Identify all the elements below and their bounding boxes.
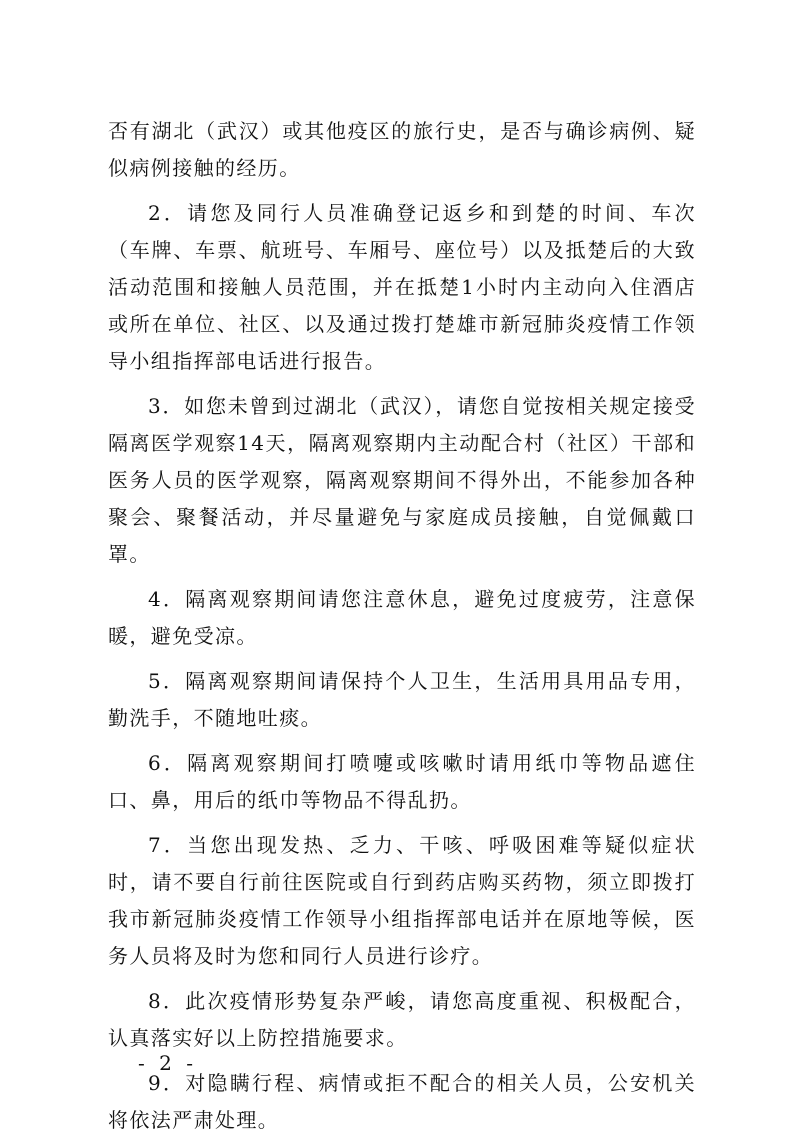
paragraph-item-7: 7．当您出现发热、乏力、干咳、呼吸困难等疑似症状时，请不要自行前往医院或自行到药店购买药物，须立即拨打我市新冠肺炎疫情工作领导小组指挥部电话并在原地等候，医务人员将及时为您和同行人员进行诊疗。	[108, 833, 696, 968]
paragraph-item-6: 6．隔离观察期间打喷嚏或咳嗽时请用纸巾等物品遮住口、鼻，用后的纸巾等物品不得乱扔。	[108, 751, 696, 812]
paragraph-item-4: 4．隔离观察期间请您注意休息，避免过度疲劳，注意保暖，避免受凉。	[108, 587, 696, 648]
paragraph-item-2: 2．请您及同行人员准确登记返乡和到楚的时间、车次（车牌、车票、航班号、车厢号、座位号）以及抵楚后的大致活动范围和接触人员范围，并在抵楚1小时内主动向入住酒店或所在单位、社区、以及通过拨打楚雄市新冠肺炎疫情工作领导小组指挥部电话进行报告。	[108, 201, 696, 373]
paragraph-item-9: 9．对隐瞒行程、病情或拒不配合的相关人员，公安机关将依法严肃处理。	[108, 1071, 696, 1132]
paragraph-continuation: 否有湖北（武汉）或其他疫区的旅行史，是否与确诊病例、疑似病例接触的经历。	[108, 119, 696, 180]
paragraph-item-8: 8．此次疫情形势复杂严峻，请您高度重视、积极配合，认真落实好以上防控措施要求。	[108, 989, 696, 1050]
paragraph-item-5: 5．隔离观察期间请保持个人卫生，生活用具用品专用，勤洗手，不随地吐痰。	[108, 669, 696, 730]
paragraph-item-3: 3．如您未曾到过湖北（武汉），请您自觉按相关规定接受隔离医学观察14天，隔离观察期内主动配合村（社区）干部和医务人员的医学观察，隔离观察期间不得外出，不能参加各种聚会、聚餐活动，并尽量避免与家庭成员接触，自觉佩戴口罩。	[108, 394, 696, 566]
page-number: - 2 -	[138, 1051, 197, 1075]
document-body	[108, 113, 696, 1139]
